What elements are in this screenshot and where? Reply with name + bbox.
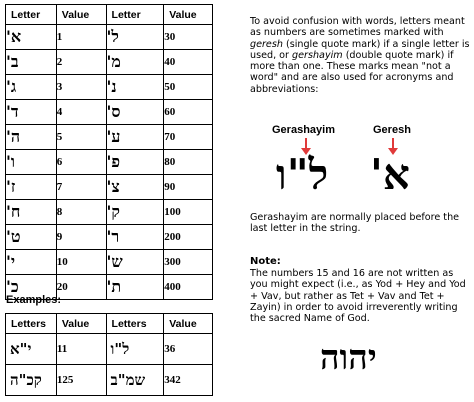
table-header-row <box>6 5 213 25</box>
gematria-table <box>5 4 213 300</box>
letter-cell: ח' <box>6 200 57 225</box>
letter-cell: צ' <box>106 175 164 200</box>
examples-table <box>5 313 213 396</box>
letter-cell: ט' <box>6 225 57 250</box>
letter-cell: י' <box>6 250 57 275</box>
geresh-example: א' <box>370 150 410 199</box>
value-cell: 7 <box>56 175 106 200</box>
down-arrow-icon <box>392 138 394 149</box>
letter-cell: ז' <box>6 175 57 200</box>
value-cell: 80 <box>164 150 213 175</box>
letter-cell: כ' <box>6 275 57 300</box>
value-cell: 4 <box>56 100 106 125</box>
table-row <box>6 334 213 365</box>
value-cell: 6 <box>56 150 106 175</box>
table-header-row <box>6 314 213 334</box>
header-value-1: Value <box>56 5 106 25</box>
letter-cell: נ' <box>106 75 164 100</box>
geresh-label: Geresh <box>373 124 411 136</box>
letter-cell: ה' <box>6 125 57 150</box>
letter-cell: ב' <box>6 50 57 75</box>
header-letter-1: Letter <box>6 5 57 25</box>
value-cell: 10 <box>56 250 106 275</box>
value-cell: 8 <box>56 200 106 225</box>
table-row <box>6 25 213 50</box>
table-row <box>6 225 213 250</box>
letter-cell: ק' <box>106 200 164 225</box>
value-cell: 11 <box>56 334 106 365</box>
letter-cell: פ' <box>106 150 164 175</box>
value-cell: 36 <box>164 334 213 365</box>
table-row <box>6 75 213 100</box>
letter-cell: ג' <box>6 75 57 100</box>
header-letters-1: Letters <box>6 314 57 334</box>
value-cell: 50 <box>164 75 213 100</box>
value-cell: 200 <box>164 225 213 250</box>
value-cell: 9 <box>56 225 106 250</box>
down-arrow-icon <box>305 138 307 149</box>
value-cell: 100 <box>164 200 213 225</box>
value-cell: 400 <box>164 275 213 300</box>
letter-cell: ס' <box>106 100 164 125</box>
value-cell: 2 <box>56 50 106 75</box>
letter-cell: ע' <box>106 125 164 150</box>
letters-cell: ל"ו <box>106 334 164 365</box>
value-cell: 1 <box>56 25 106 50</box>
value-cell: 5 <box>56 125 106 150</box>
note-heading: Note: <box>250 256 281 267</box>
header-value-2: Value <box>164 314 213 334</box>
value-cell: 40 <box>164 50 213 75</box>
value-cell: 3 <box>56 75 106 100</box>
letter-cell: א' <box>6 25 57 50</box>
letter-cell: ל' <box>106 25 164 50</box>
header-value-2: Value <box>164 5 213 25</box>
letter-cell: מ' <box>106 50 164 75</box>
intro-paragraph: To avoid confusion with words, letters meant as numbers are sometimes marked with geresh (single quote mark) if a single letter is used, or gershayim (double quote mark) if more than one. These marks mean "not a word" and are also used for acronyms and abbreviations: <box>250 16 470 95</box>
table-row <box>6 125 213 150</box>
header-letter-2: Letter <box>106 5 164 25</box>
placement-paragraph: Gerashayim are normally placed before the last letter in the string. <box>250 212 460 235</box>
examples-heading: Examples: <box>6 294 62 306</box>
letter-cell: ת' <box>106 275 164 300</box>
letters-cell: קכ"ה <box>6 365 57 396</box>
table-row <box>6 100 213 125</box>
value-cell: 20 <box>56 275 106 300</box>
letter-cell: ד' <box>6 100 57 125</box>
value-cell: 30 <box>164 25 213 50</box>
note-paragraph: The numbers 15 and 16 are not written as you might expect (i.e., as Yod + Hey and Yod + Vav, but rather as Tet + Vav and Tet + Zayin) in order to avoid irreverently writing the sacred Name of God. <box>250 268 466 325</box>
header-letters-2: Letters <box>106 314 164 334</box>
value-cell: 300 <box>164 250 213 275</box>
gerashayim-label: Gerashayim <box>272 124 335 136</box>
table-row <box>6 365 213 396</box>
value-cell: 90 <box>164 175 213 200</box>
value-cell: 60 <box>164 100 213 125</box>
letter-cell: ו' <box>6 150 57 175</box>
letters-cell: י"א <box>6 334 57 365</box>
divine-name: יהוה <box>320 338 377 378</box>
header-value-1: Value <box>56 314 106 334</box>
value-cell: 70 <box>164 125 213 150</box>
table-row <box>6 50 213 75</box>
gerashayim-example: ל"ו <box>276 150 329 199</box>
value-cell: 125 <box>56 365 106 396</box>
letter-cell: ש' <box>106 250 164 275</box>
letters-cell: שמ"ב <box>106 365 164 396</box>
value-cell: 342 <box>164 365 213 396</box>
table-row <box>6 200 213 225</box>
table-row <box>6 250 213 275</box>
table-row <box>6 150 213 175</box>
letter-cell: ר' <box>106 225 164 250</box>
table-row <box>6 175 213 200</box>
